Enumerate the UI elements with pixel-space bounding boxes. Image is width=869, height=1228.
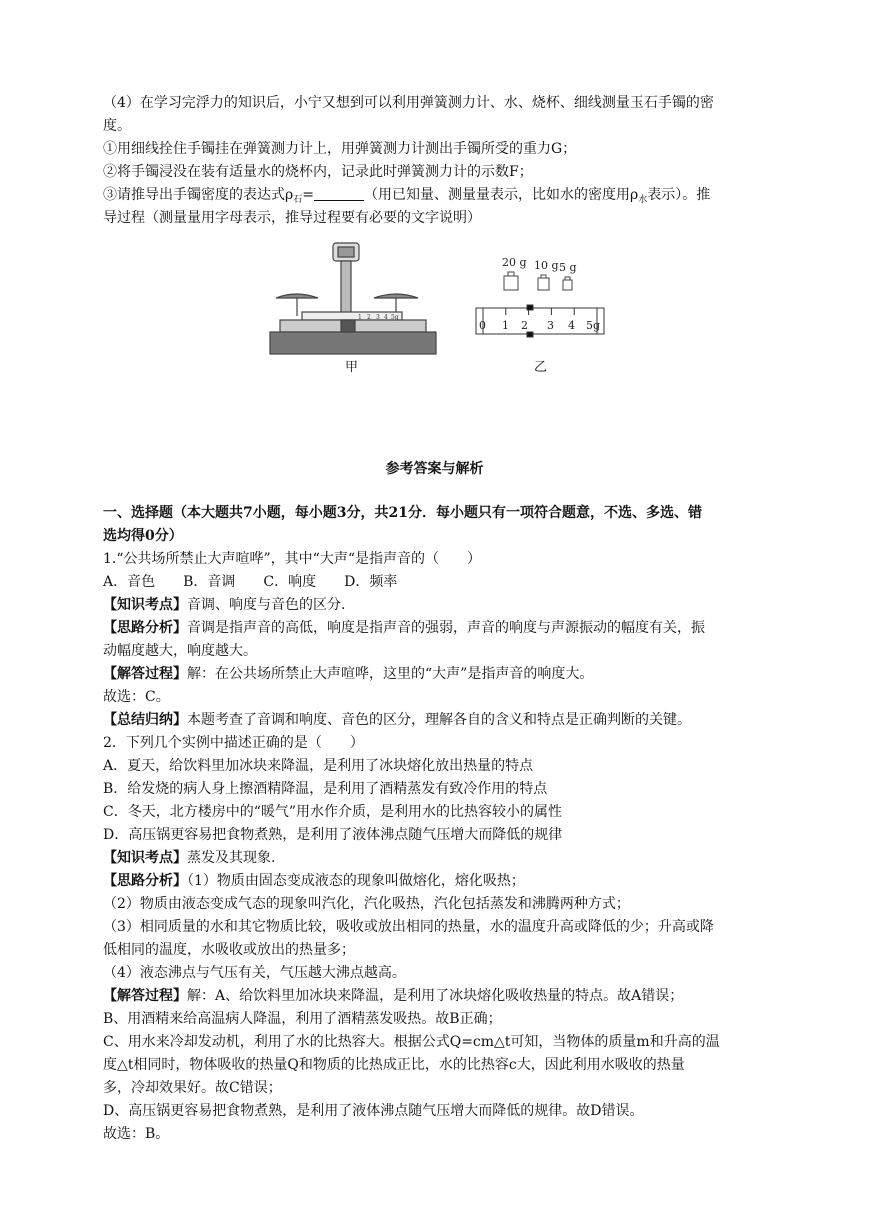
q2-analysis-label: 【思路分析】 (103, 873, 187, 889)
balance-tick-5: 5g (391, 314, 399, 321)
ruler-tick-4: 4 (568, 319, 575, 332)
q2-solution-c1: C、用水来冷却发动机，利用了水的比热容大。根据公式Q=cm△t可知，当物体的质量m和升高的温 (103, 1034, 720, 1050)
step-3-prefix: ③请推导出手镯密度的表达式ρ (103, 187, 294, 203)
ruler-tick-5g: 5g (586, 319, 601, 332)
q1-choice: 故选：C。 (103, 689, 170, 705)
balance-tick-3: 3 (376, 314, 380, 321)
q1-summary (103, 709, 691, 731)
q1-options: A．音色 B．音调 C．响度 D．频率 (103, 574, 398, 590)
q1-summary-text: 本题考查了音调和响度、音色的区分，理解各自的含义和特点是正确判断的关键。 (187, 712, 691, 728)
q2-solution (103, 985, 683, 1007)
q1-solution-text: 解：在公共场所禁止大声喧哗，这里的“大声”是指声音的响度大。 (187, 666, 594, 682)
q1-solution (103, 663, 593, 685)
q1-knowledge-text: 音调、响度与音色的区分. (187, 597, 346, 613)
q1-analysis-label: 【思路分析】 (103, 620, 187, 636)
ruler-tick-0: 0 (479, 319, 486, 332)
figure-drawing (266, 238, 606, 378)
q4-line-1: （4）在学习完浮力的知识后，小宁又想到可以利用弹簧测力计、水、烧杯、细线测量玉石手镯的密 (103, 95, 714, 111)
ruler-tick-3: 3 (547, 319, 554, 332)
q2-stem: 2．下列几个实例中描述正确的是（ ） (103, 735, 364, 751)
section-heading-line-1: 一、选择题（本大题共7小题，每小题3分，共21分．每小题只有一项符合题意，不选、多选、错 (103, 505, 702, 521)
answer-blank (314, 186, 364, 201)
weight-label-20g: 20 g (502, 256, 527, 269)
q2-solution-label: 【解答过程】 (103, 988, 187, 1004)
figure-label-jia: 甲 (345, 360, 359, 375)
answer-title: 参考答案与解析 (385, 461, 484, 477)
q2-solution-d: D、高压锅更容易把食物煮熟，是利用了液体沸点随气压增大而降低的规律。故D错误。 (103, 1103, 644, 1119)
q1-solution-label: 【解答过程】 (103, 666, 187, 682)
q2-option-a: A．夏天，给饮料里加冰块来降温，是利用了冰块熔化放出热量的特点 (103, 758, 534, 774)
step-2: ②将手镯浸没在装有适量水的烧杯内，记录此时弹簧测力计的示数F； (103, 164, 533, 180)
q1-analysis-text-2: 动幅度越大，响度越大。 (103, 643, 257, 659)
weight-label-10g: 10 g (534, 259, 559, 272)
q1-knowledge-label: 【知识考点】 (103, 597, 187, 613)
q2-analysis-3a: （3）相同质量的水和其它物质比较，吸收或放出相同的热量，水的温度升高或降低的少；升高或降 (103, 919, 714, 935)
q2-analysis-1: （1）物质由固态变成液态的现象叫做熔化，熔化吸热； (187, 873, 525, 889)
q2-knowledge-text: 蒸发及其现象. (187, 850, 276, 866)
q2-choice: 故选：B。 (103, 1126, 170, 1142)
figure-label-yi: 乙 (534, 360, 548, 375)
q2-solution-c2: 度△t相同时，物体吸收的热量Q和物质的比热成正比，水的比热容c大，因此利用水吸收的热量 (103, 1057, 685, 1073)
ruler-illustration (476, 305, 604, 337)
balance-tick-2: 2 (367, 314, 371, 321)
step-3-line-2: 导过程（测量量用字母表示，推导过程要有必要的文字说明） (103, 210, 481, 226)
q2-analysis-4: （4）液态沸点与气压有关，气压越大沸点越高。 (103, 965, 406, 981)
q2-analysis-2: （2）物质由液态变成气态的现象叫汽化，汽化吸热，汽化包括蒸发和沸腾两种方式； (103, 896, 630, 912)
q1-summary-label: 【总结归纳】 (103, 712, 187, 728)
q4-line-2: 度。 (103, 118, 131, 134)
step-3-subscript-stone: 石 (293, 195, 303, 205)
figure-balance-and-weights (266, 238, 606, 378)
q2-option-d: D．高压锅更容易把食物煮熟，是利用了液体沸点随气压增大而降低的规律 (103, 827, 563, 843)
step-3-middle: （用已知量、测量量表示，比如水的密度用ρ (363, 187, 639, 203)
q1-knowledge (103, 594, 345, 616)
q2-knowledge (103, 847, 275, 869)
balance-tick-1: 1 (358, 314, 362, 321)
ruler-tick-2: 2 (521, 319, 528, 332)
q2-analysis-3b: 低相同的温度，水吸收或放出的热量多； (103, 942, 355, 958)
weights-illustration (504, 272, 572, 290)
step-3-suffix: 表示）。推 (647, 187, 711, 203)
ruler-tick-1: 1 (502, 319, 509, 332)
step-1: ①用细线拴住手镯挂在弹簧测力计上，用弹簧测力计测出手镯所受的重力G； (103, 141, 577, 157)
q1-stem: 1.“公共场所禁止大声喧哗”，其中“大声“是指声音的（ ） (103, 551, 481, 567)
q2-option-b: B．给发烧的病人身上擦酒精降温，是利用了酒精蒸发有致冷作用的特点 (103, 781, 548, 797)
q2-solution-c3: 多，冷却效果好。故C错误； (103, 1080, 282, 1096)
q1-analysis (103, 617, 705, 639)
step-3-equals: = (302, 187, 314, 203)
q2-analysis (103, 870, 525, 892)
section-heading-line-2: 选均得0分） (103, 528, 183, 544)
weight-label-5g: 5 g (559, 261, 577, 274)
balance-tick-4: 4 (384, 314, 388, 321)
q2-solution-b: B、用酒精来给高温病人降温，利用了酒精蒸发吸热。故B正确； (103, 1011, 502, 1027)
balance-illustration (270, 243, 436, 354)
step-3-subscript-water: 水 (638, 195, 648, 205)
q2-knowledge-label: 【知识考点】 (103, 850, 187, 866)
q1-analysis-text-1: 音调是指声音的高低，响度是指声音的强弱，声音的响度与声源振动的幅度有关，振 (187, 620, 705, 636)
q2-solution-a: 解：A、给饮料里加冰块来降温，是利用了冰块熔化吸收热量的特点。故A错误； (187, 988, 684, 1004)
q2-option-c: C．冬天，北方楼房中的“暖气”用水作介质，是利用水的比热容较小的属性 (103, 804, 563, 820)
